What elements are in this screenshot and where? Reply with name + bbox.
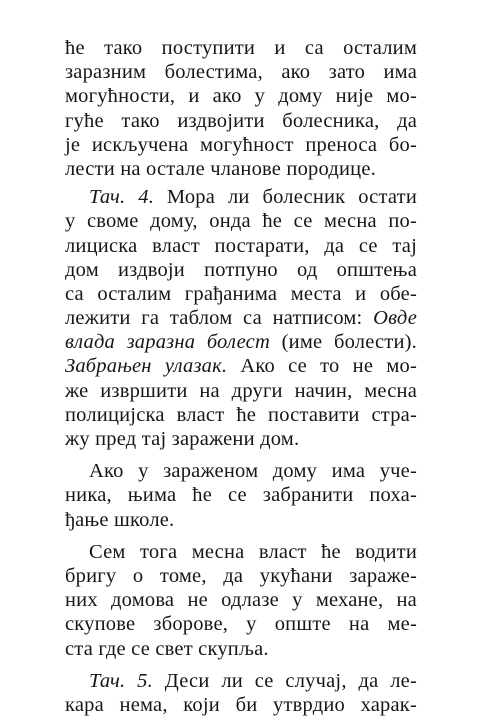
sign-text: влада заразна болест	[65, 331, 270, 354]
sign-text: Овде	[373, 307, 417, 330]
text-line: ника, њима ће се забранити поха-	[65, 484, 417, 507]
text-line: Тач. 5. Деси ли се случај, да ле-	[89, 669, 417, 692]
text-line: у своме дому, онда ће се месна по-	[65, 210, 417, 233]
text-line: заразним болестима, ако зато има	[65, 61, 417, 84]
paragraph-section-4	[65, 185, 417, 451]
text-line: же извршити на други начин, месна	[65, 379, 417, 402]
text-line: Сем тога месна власт ће водити	[89, 540, 417, 563]
text-line: је искључена могућност преноса бо-	[65, 133, 417, 156]
text-line: Ако у зараженом дому има уче-	[89, 460, 417, 483]
document-page	[65, 36, 417, 717]
text-line: лициска власт постарати, да се тај	[65, 234, 417, 257]
text-line: ста где се свет скупља.	[65, 637, 269, 660]
text-line: полицијска власт ће поставити стра-	[65, 403, 417, 426]
text-line: Забрањен улазак. Ако се то не мо-	[65, 355, 417, 378]
text-line: ђање школе.	[65, 508, 175, 531]
text-line: са осталим грађанима места и обе-	[65, 282, 417, 305]
paragraph	[65, 540, 417, 661]
section-number: Тач. 5.	[89, 669, 153, 692]
text-line: дом издвоји потпуно од општења	[65, 258, 417, 281]
text-line: жу пред тај заражени дом.	[65, 428, 300, 450]
text-line: могућности, и ако у дому није мо-	[65, 85, 417, 108]
paragraph-section-5	[65, 669, 417, 717]
text-line: кара нема, који би утврдио харак-	[65, 693, 417, 716]
section-number: Тач. 4.	[89, 186, 155, 209]
text-line: скупове зборове, у опште на ме-	[65, 613, 417, 636]
text-line: лежити га таблом са натписом: Овде	[65, 307, 417, 330]
text-line: гуће тако издвојити болесника, да	[65, 109, 417, 132]
paragraph	[65, 36, 417, 181]
paragraph	[65, 459, 417, 532]
text-line: влада заразна болест (име болести).	[65, 331, 417, 354]
text-line: них домова не одлазе у механе, на	[65, 589, 417, 612]
text-line: бригу о томе, да укућани зараже-	[65, 564, 417, 587]
text-line: Тач. 4. Мора ли болесник остати	[89, 186, 417, 209]
text-line: ће тако поступити и са осталим	[65, 37, 417, 59]
sign-text: Забрањен улазак.	[65, 355, 228, 378]
text-line: лести на остале чланове породице.	[65, 157, 376, 180]
